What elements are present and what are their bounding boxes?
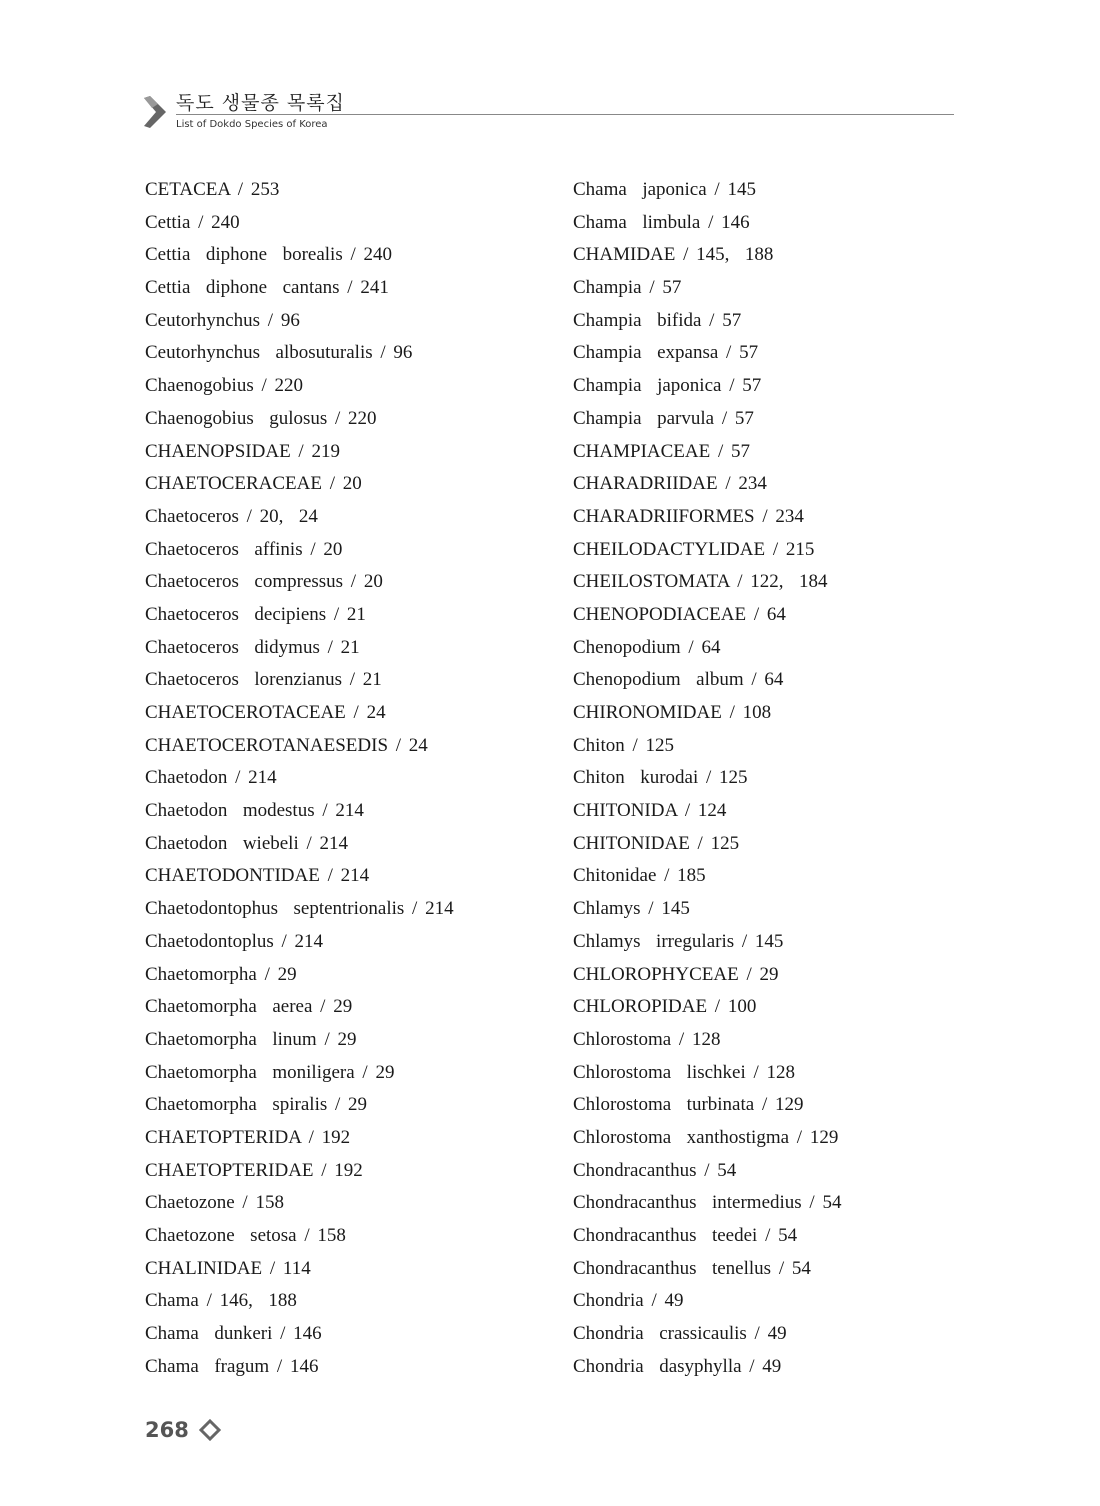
- index-entry: Chenopodium album / 64: [573, 669, 784, 691]
- index-entry: Champia bifida / 57: [573, 309, 742, 331]
- index-entry: Chlorostoma lischkei / 128: [573, 1061, 796, 1083]
- index-entry: Chama dunkeri / 146: [145, 1323, 322, 1345]
- index-entry: Cettia / 240: [145, 211, 240, 233]
- index-entry: Chondracanthus tenellus / 54: [573, 1257, 811, 1279]
- index-entry: Chaetoceros lorenzianus / 21: [145, 669, 382, 691]
- index-entry: CHITONIDA / 124: [573, 800, 727, 822]
- index-entry: Chaetomorpha aerea / 29: [145, 996, 353, 1018]
- index-entry: Chaetoceros decipiens / 21: [145, 603, 366, 625]
- index-entry: Chitonidae / 185: [573, 865, 706, 887]
- index-entry: CHAETOPTERIDA / 192: [145, 1126, 351, 1148]
- index-entry: CHAENOPSIDAE / 219: [145, 440, 340, 462]
- index-entry: Chaetodon / 214: [145, 767, 277, 789]
- book-subtitle: List of Dokdo Species of Korea: [176, 119, 328, 130]
- index-entry: CHIRONOMIDAE / 108: [573, 702, 772, 723]
- index-entry: Champia / 57: [573, 277, 682, 299]
- index-entry: Chiton / 125: [573, 734, 675, 756]
- index-column-right: [573, 174, 841, 1383]
- index-entry: CHAMPIACEAE / 57: [573, 440, 751, 462]
- index-entry: Chaetodontoplus / 214: [145, 930, 324, 952]
- index-entry: Ceutorhynchus albosuturalis / 96: [145, 342, 413, 364]
- index-entry: CHAETOCERACEAE / 20: [145, 473, 362, 495]
- index-entry: CHAETOCEROTANAESEDIS / 24: [145, 734, 428, 756]
- page-number: 268: [145, 1418, 189, 1442]
- index-entry: Chaetodon wiebeli / 214: [145, 832, 349, 854]
- index-entry: Champia parvula / 57: [573, 407, 754, 429]
- index-entry: Chama japonica / 145: [573, 179, 756, 200]
- index-entry: Chlorostoma xanthostigma / 129: [573, 1126, 839, 1148]
- index-entry: CHITONIDAE / 125: [573, 832, 740, 854]
- index-entry: CHAMIDAE / 145, 188: [573, 244, 774, 266]
- index-entry: Cettia diphone cantans / 241: [145, 277, 389, 299]
- book-title: 독도 생물종 목록집: [176, 92, 345, 114]
- chevron-right-icon: [140, 92, 170, 132]
- index-entry: Chama fragum / 146: [145, 1355, 319, 1377]
- index-entry: CHALINIDAE / 114: [145, 1257, 311, 1279]
- index-entry: CHARADRIIDAE / 234: [573, 473, 767, 495]
- index-entry: Chlamys / 145: [573, 898, 690, 920]
- index-entry: CHAETODONTIDAE / 214: [145, 865, 370, 887]
- index-entry: Chondria crassicaulis / 49: [573, 1323, 787, 1345]
- index-entry: CHLOROPIDAE / 100: [573, 996, 757, 1018]
- index-entry: Chlorostoma / 128: [573, 1028, 721, 1050]
- index-entry: Ceutorhynchus / 96: [145, 309, 300, 331]
- index-entry: Chenopodium / 64: [573, 636, 721, 658]
- index-entry: Chaetoceros didymus / 21: [145, 636, 360, 658]
- index-entry: Chlorostoma turbinata / 129: [573, 1094, 804, 1116]
- index-entry: Chaetomorpha spiralis / 29: [145, 1094, 368, 1116]
- index-entry: Champia expansa / 57: [573, 342, 759, 364]
- index-entry: Chaenogobius / 220: [145, 375, 303, 397]
- index-entry: Chondria / 49: [573, 1290, 684, 1312]
- index-entry: Chaetomorpha moniligera / 29: [145, 1061, 395, 1083]
- index-entry: CETACEA / 253: [145, 179, 280, 200]
- index-entry: CHLOROPHYCEAE / 29: [573, 963, 779, 985]
- index-entry: CHEILODACTYLIDAE / 215: [573, 538, 815, 560]
- index-entry: Chaenogobius gulosus / 220: [145, 407, 377, 429]
- index-entry: CHAETOCEROTACEAE / 24: [145, 702, 386, 723]
- index-entry: Chaetomorpha linum / 29: [145, 1028, 357, 1050]
- index-entry: Chiton kurodai / 125: [573, 767, 748, 789]
- index-entry: Chondracanthus teedei / 54: [573, 1225, 798, 1246]
- index-entry: Chaetodon modestus / 214: [145, 800, 364, 822]
- running-header: [140, 88, 955, 138]
- index-entry: Chlamys irregularis / 145: [573, 930, 784, 952]
- index-entry: CHENOPODIACEAE / 64: [573, 603, 786, 625]
- index-entry: Cettia diphone borealis / 240: [145, 244, 393, 266]
- index-entry: Chaetoceros affinis / 20: [145, 538, 343, 560]
- index-entry: Chama limbula / 146: [573, 211, 750, 233]
- page-footer: [145, 1418, 221, 1450]
- index-entry: Chaetoceros compressus / 20: [145, 571, 383, 593]
- index-entry: CHEILOSTOMATA / 122, 184: [573, 571, 828, 593]
- index-entry: Chaetozone setosa / 158: [145, 1225, 346, 1246]
- diamond-outline-icon: [199, 1419, 221, 1441]
- index-entry: Champia japonica / 57: [573, 375, 762, 397]
- header-divider: [176, 114, 954, 115]
- index-entry: Chama / 146, 188: [145, 1290, 297, 1312]
- index-entry: Chaetozone / 158: [145, 1192, 284, 1214]
- index-entry: CHARADRIIFORMES / 234: [573, 505, 804, 527]
- index-entry: CHAETOPTERIDAE / 192: [145, 1159, 363, 1181]
- index-entry: Chondracanthus intermedius / 54: [573, 1192, 842, 1214]
- index-entry: Chondria dasyphylla / 49: [573, 1355, 782, 1377]
- index-entry: Chondracanthus / 54: [573, 1159, 737, 1181]
- index-entry: Chaetodontophus septentrionalis / 214: [145, 898, 454, 920]
- index-entry: Chaetoceros / 20, 24: [145, 505, 318, 527]
- index-column-left: [145, 174, 454, 1383]
- index-entry: Chaetomorpha / 29: [145, 963, 297, 985]
